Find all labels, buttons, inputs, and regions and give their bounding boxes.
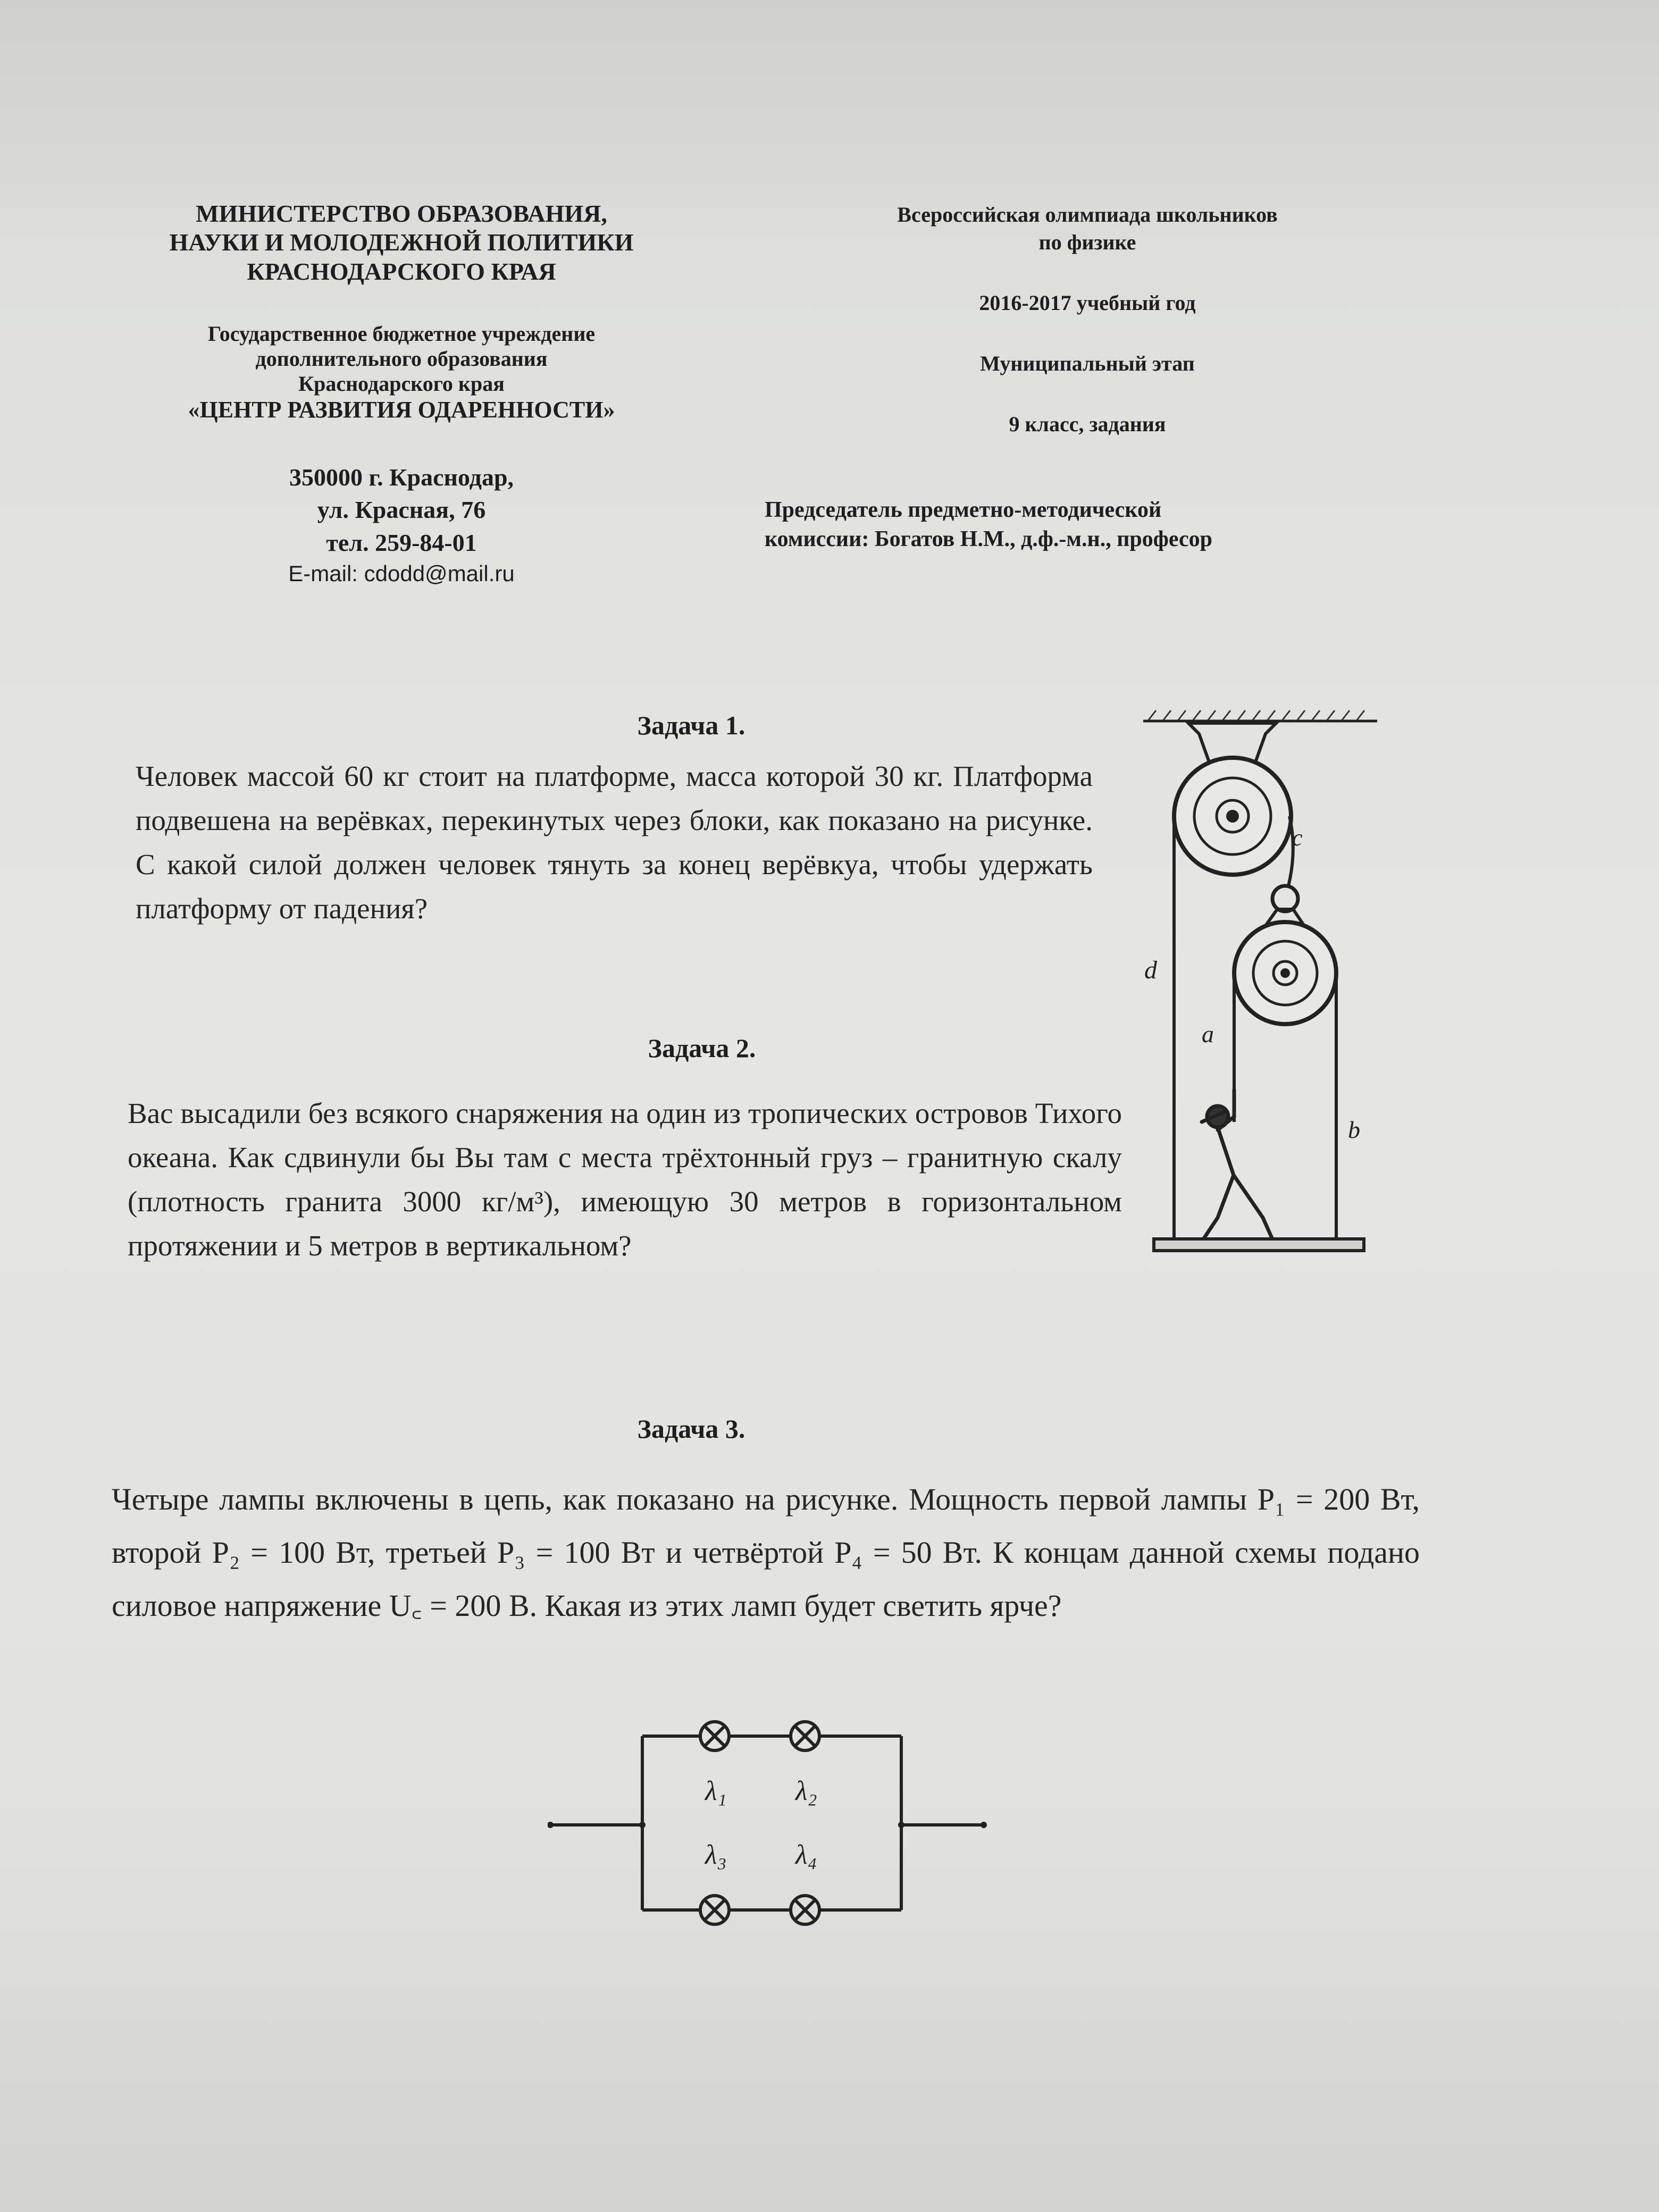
lamp-1: [700, 1722, 729, 1750]
terminal-right: [981, 1822, 987, 1828]
commission-chair: Председатель предметно-методической комиссии: Богатов Н.М., д.ф.-м.н., професор: [765, 498, 1212, 551]
circuit-diagram: [548, 1707, 994, 1941]
task3-text: Четыре лампы включены в цепь, как показано на рисунке. Мощность первой лампы P₁ = 200 Вт, второй P₂ = 100 Вт, третьей P₃ = 100 Вт и четвёртой P₄ = 50 Вт. К концам данной схемы подано силовое напряжение U꜀ = 200 В. Какая из этих ламп будет светить ярче?: [112, 1482, 1420, 1623]
header-right: [760, 201, 1414, 554]
circuit-wires: [550, 1736, 984, 1910]
node-left: [639, 1822, 646, 1828]
label-b: b: [1348, 1116, 1360, 1143]
ministry-name: МИНИСТЕРСТВО ОБРАЗОВАНИЯ, НАУКИ И МОЛОДЕЖНОЙ ПОЛИТИКИ КРАСНОДАРСКОГО КРАЯ: [169, 200, 634, 285]
label-a: a: [1202, 1020, 1214, 1048]
header-left: [96, 199, 707, 589]
task1-title: Задача 1.: [637, 710, 745, 740]
olympiad-name: Всероссийская олимпиада школьников по физике: [897, 203, 1278, 254]
platform: [1154, 1239, 1364, 1251]
academic-year: 2016-2017 учебный год: [979, 291, 1196, 315]
label-lambda-3: λ₃: [705, 1840, 727, 1870]
task2-title: Задача 2.: [648, 1033, 756, 1063]
olympiad-stage: Муниципальный этап: [980, 351, 1195, 375]
lamp-4: [791, 1896, 819, 1924]
grade-label: 9 класс, задания: [1009, 412, 1166, 436]
address-block: 350000 г. Краснодар, ул. Красная, 76 тел. 259-84-01 E-mail: cdodd@mail.ru: [96, 461, 707, 588]
label-d: d: [1144, 956, 1157, 984]
task1-text: Человек массой 60 кг стоит на платформе, масса которой 30 кг. Платформа подвешена на верёвках, перекинутых через блоки, как показано на рисунке. С какой силой должен человек тянуть за конец верёвкуa, чтобы удержать платформу от падения?: [136, 760, 1093, 925]
task3-title: Задача 3.: [637, 1414, 745, 1444]
lamp-2: [791, 1722, 819, 1750]
label-lambda-2: λ₂: [795, 1776, 817, 1806]
ceiling-hatch: [1149, 710, 1364, 720]
terminal-left: [548, 1822, 554, 1828]
man-figure: [1202, 1090, 1273, 1242]
task2-text: Вас высадили без всякого снаряжения на один из тропических островов Тихого океана. Как сдвинули бы Вы там с места трёхтонный груз – гранитную скалу (плотность гранита 3000 кг/м³), имеющую 30 метров в горизонтальном протяжении и 5 метров в вертикальном?: [128, 1097, 1122, 1262]
institution-name: Государственное бюджетное учреждение дополнительного образования Краснодарского края «ЦЕНТР РАЗВИТИЯ ОДАРЕННОСТИ»: [188, 321, 615, 423]
lamp-3: [700, 1896, 729, 1924]
label-lambda-1: λ₁: [705, 1776, 727, 1806]
pulley-diagram: [1138, 707, 1388, 1287]
label-lambda-4: λ₄: [795, 1840, 817, 1870]
node-right: [898, 1822, 904, 1828]
rope-hook: [1272, 886, 1298, 911]
label-c: c: [1292, 825, 1303, 851]
email-address: E-mail: cdodd@mail.ru: [288, 560, 515, 586]
